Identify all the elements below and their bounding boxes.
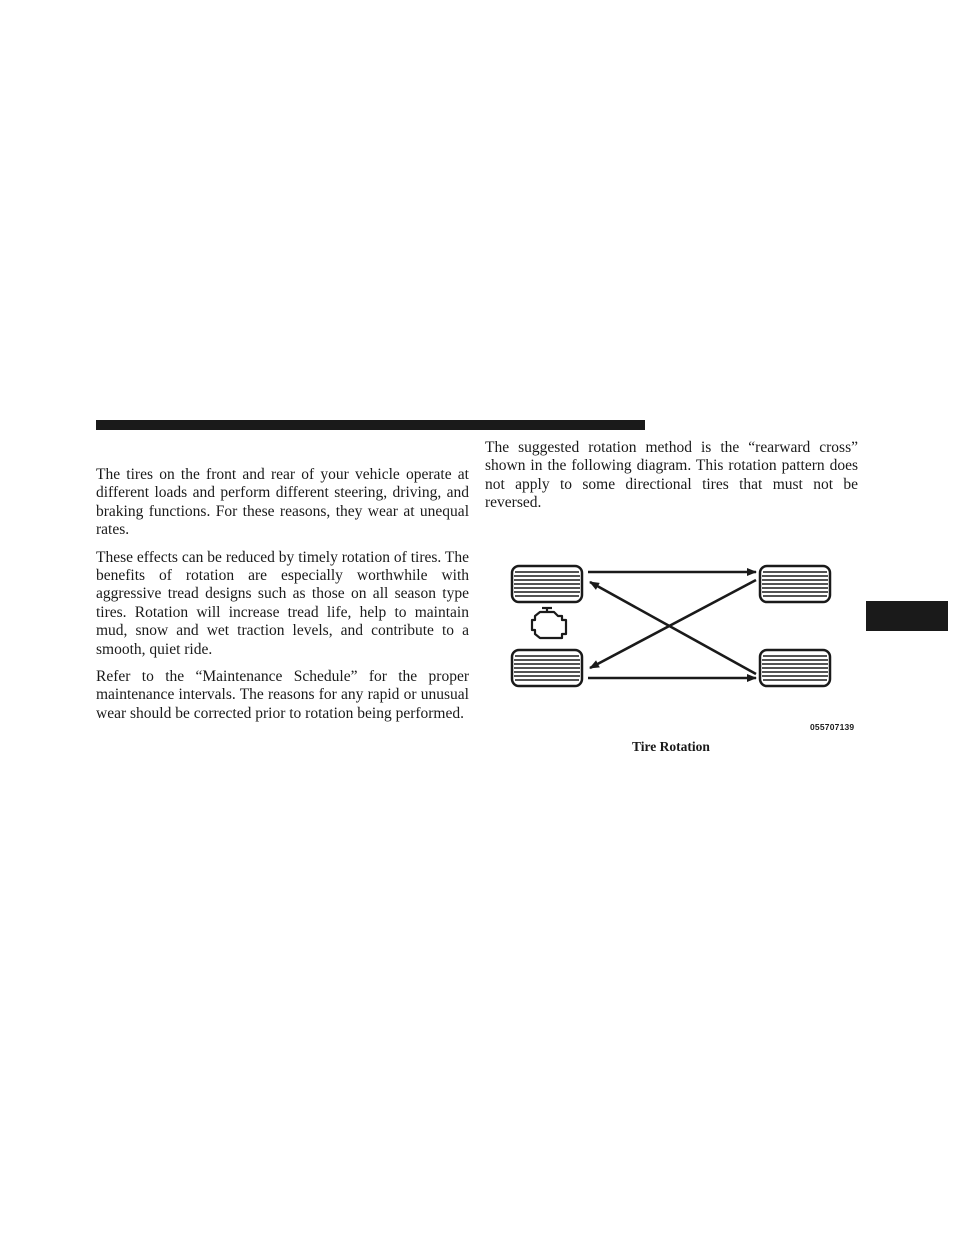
figure-caption: Tire Rotation [632, 739, 710, 754]
arrow-icon [588, 572, 756, 678]
paragraph-rotation-method: The suggested rotation method is the “rearward cross” shown in the following diagram. This rotation pattern does not apply to some directional tires that must not be reversed. [485, 439, 858, 512]
tire-icon [512, 566, 582, 602]
section-rule [96, 420, 645, 430]
paragraph-maintenance-schedule: Refer to the “Maintenance Schedule” for the proper maintenance intervals. The reasons for any rapid or unusual wear should be corrected prior to rotation being performed. [96, 668, 469, 722]
paragraph-rotation-benefits: These effects can be reduced by timely rotation of tires. The benefits of rotation are especially worthwhile with aggressive tread designs such as those on all season type tires. Rotation will increase tread life, help to maintain mud, snow and wet traction levels, and contribute to a smooth, quiet ride. [96, 548, 469, 658]
right-column [485, 439, 858, 522]
tire-icon [512, 650, 582, 686]
paragraph-tire-loads: The tires on the front and rear of your vehicle operate at different loads and perform different steering, driving, and braking functions. For these reasons, they wear at unequal rates. [96, 466, 469, 539]
left-column [96, 466, 469, 732]
tire-rotation-diagram [504, 534, 864, 734]
engine-icon [532, 608, 566, 638]
tire-icon [760, 566, 830, 602]
chapter-tab [866, 601, 948, 631]
tire-icon [760, 650, 830, 686]
figure-code: 055707139 [810, 722, 855, 732]
